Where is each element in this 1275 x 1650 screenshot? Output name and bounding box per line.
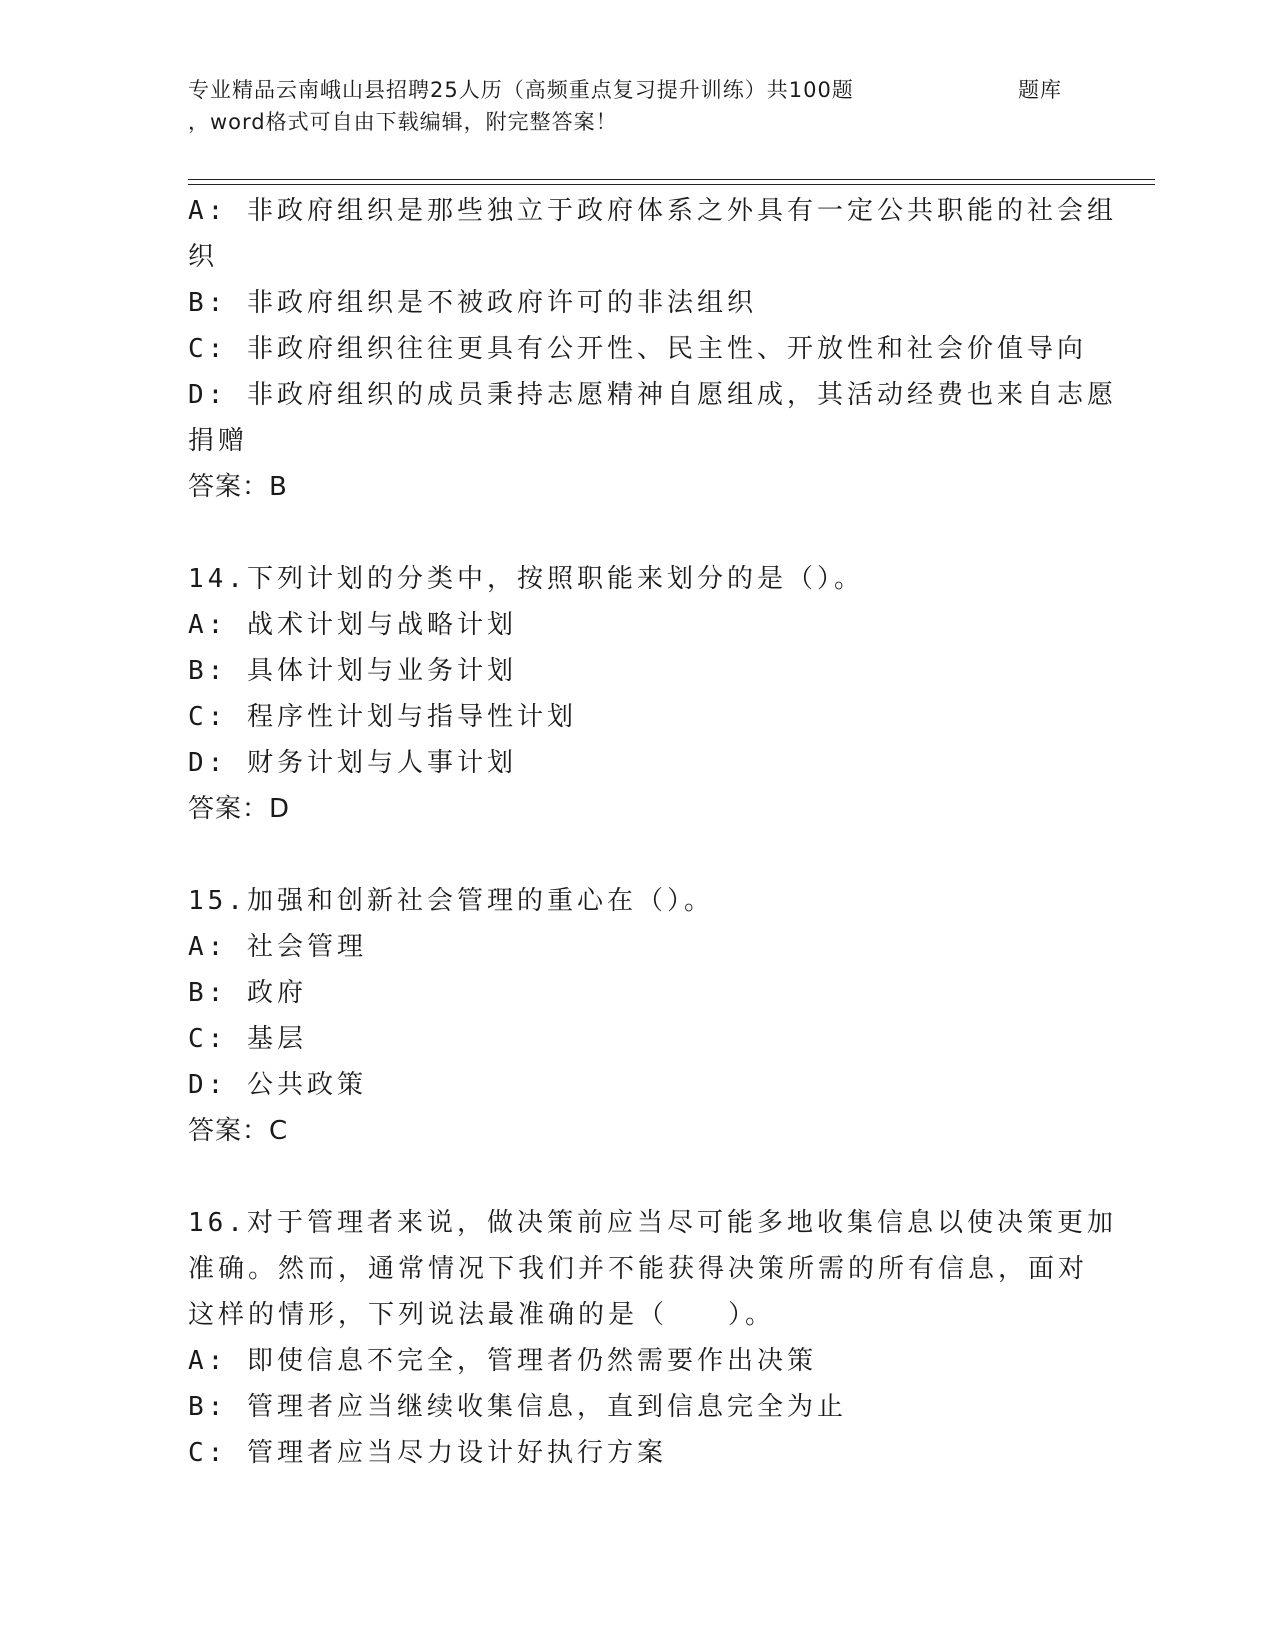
- q15-option-b: B: 政府: [188, 978, 307, 1008]
- header-line-1: [188, 74, 1088, 106]
- header-tiku-label: 题库: [1018, 78, 1062, 102]
- q13-option-b: B: 非政府组织是不被政府许可的非法组织: [188, 288, 757, 318]
- header-line-2: ，word格式可自由下载编辑，附完整答案！: [188, 110, 618, 134]
- q14-option-c: C: 程序性计划与指导性计划: [188, 702, 577, 732]
- header-divider-top: [188, 179, 1155, 180]
- q16-option-a: A: 即使信息不完全，管理者仍然需要作出决策: [188, 1346, 817, 1376]
- q16-stem-line-3: 这样的情形，下列说法最准确的是（ ）。: [188, 1300, 776, 1330]
- q14-answer: 答案：D: [188, 794, 291, 824]
- q13-option-a-line-2: 织: [188, 242, 219, 272]
- q15-stem: 15.加强和创新社会管理的重心在（）。: [188, 886, 714, 916]
- q13-option-d-line-2: 捐赠: [188, 426, 249, 456]
- spacer: [188, 510, 1088, 556]
- q15-answer: 答案：C: [188, 1116, 289, 1146]
- q14-option-a: A: 战术计划与战略计划: [188, 610, 517, 640]
- question-14-block: [188, 556, 1088, 832]
- q15-option-a: A: 社会管理: [188, 932, 367, 962]
- question-16-block: [188, 1200, 1117, 1476]
- q16-option-c: C: 管理者应当尽力设计好执行方案: [188, 1438, 667, 1468]
- question-15-block: [188, 878, 1088, 1154]
- q13-option-d-line-1: D: 非政府组织的成员秉持志愿精神自愿组成，其活动经费也来自志愿: [188, 380, 1117, 410]
- q16-stem-line-2: 准确。然而，通常情况下我们并不能获得决策所需的所有信息，面对: [188, 1254, 1089, 1284]
- q14-option-b: B: 具体计划与业务计划: [188, 656, 517, 686]
- question-13-block: [188, 188, 1117, 510]
- q14-option-d: D: 财务计划与人事计划: [188, 748, 517, 778]
- spacer: [188, 1154, 1088, 1200]
- header-divider-bottom: [188, 184, 1155, 185]
- q15-option-c: C: 基层: [188, 1024, 307, 1054]
- q13-option-a-line-1: A: 非政府组织是那些独立于政府体系之外具有一定公共职能的社会组: [188, 196, 1117, 226]
- q13-option-c: C: 非政府组织往往更具有公开性、民主性、开放性和社会价值导向: [188, 334, 1087, 364]
- spacer: [188, 832, 1088, 878]
- q13-answer: 答案：B: [188, 472, 288, 502]
- q15-option-d: D: 公共政策: [188, 1070, 367, 1100]
- document-body: [188, 188, 1117, 1476]
- q16-stem-line-1: 16.对于管理者来说，做决策前应当尽可能多地收集信息以使决策更加: [188, 1208, 1117, 1238]
- page-header: [188, 74, 1088, 138]
- q16-option-b: B: 管理者应当继续收集信息，直到信息完全为止: [188, 1392, 847, 1422]
- q14-stem: 14.下列计划的分类中，按照职能来划分的是（）。: [188, 564, 864, 594]
- document-title: 专业精品云南峨山县招聘25人历（高频重点复习提升训练）共100题: [188, 78, 854, 102]
